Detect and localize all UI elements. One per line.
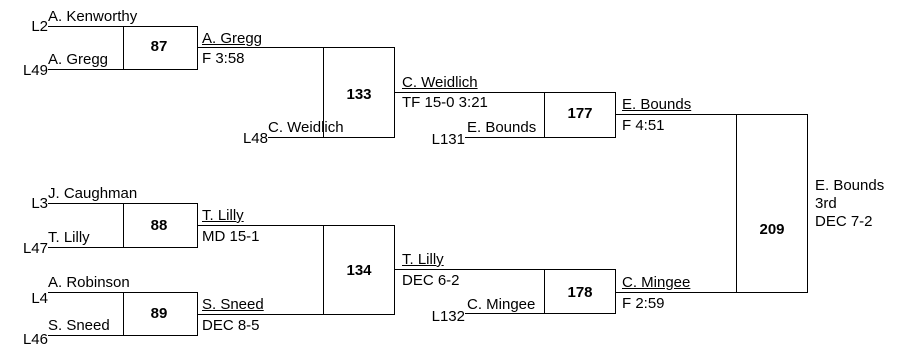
wrestler-name: J. Caughman xyxy=(48,185,138,202)
bout-number: 177 xyxy=(567,105,593,122)
seed-label: L46 xyxy=(22,331,48,348)
bout-result: DEC 6-2 xyxy=(402,272,460,289)
bout-result: DEC 8-5 xyxy=(202,317,260,334)
wrestler-name: T. Lilly xyxy=(48,229,90,246)
bout-number: 178 xyxy=(567,284,593,301)
winner-name: S. Sneed xyxy=(202,296,264,313)
bracket-line xyxy=(197,47,324,48)
seed-label: L3 xyxy=(31,195,48,212)
bout-number: 134 xyxy=(346,262,372,279)
bout-number: 87 xyxy=(150,38,168,55)
seed-label: L132 xyxy=(431,308,465,325)
bracket-line xyxy=(465,313,545,314)
seed-label: L49 xyxy=(22,62,48,79)
wrestler-name: A. Kenworthy xyxy=(48,8,138,25)
bracket-line xyxy=(197,314,324,315)
bracket-line xyxy=(48,335,124,336)
bracket-line xyxy=(615,292,737,293)
seed-label: L131 xyxy=(431,131,465,148)
seed-label: L48 xyxy=(242,130,268,147)
bracket-line xyxy=(394,92,545,93)
wrestler-name: S. Sneed xyxy=(48,317,110,334)
bout-result: F 2:59 xyxy=(622,295,665,312)
bout-result: TF 15-0 3:21 xyxy=(402,94,488,111)
bracket-line xyxy=(48,292,124,293)
wrestler-name: A. Gregg xyxy=(48,51,109,68)
winner-name: E. Bounds xyxy=(622,96,692,113)
wrestler-name: C. Weidlich xyxy=(268,119,344,136)
bracket-line xyxy=(48,203,124,204)
bout-result: MD 15-1 xyxy=(202,228,260,245)
winner-name: T. Lilly xyxy=(202,207,244,224)
seed-label: L47 xyxy=(22,240,48,257)
bracket-line xyxy=(615,114,737,115)
winner-name: T. Lilly xyxy=(402,251,444,268)
wrestler-name: E. Bounds xyxy=(467,119,537,136)
bout-number: 209 xyxy=(759,221,785,238)
bracket-line xyxy=(48,247,124,248)
bout-number: 89 xyxy=(150,305,168,322)
bout-result: F 3:58 xyxy=(202,50,245,67)
bout-number: 133 xyxy=(346,86,372,103)
winner-name: E. Bounds xyxy=(815,177,885,194)
winner-name: C. Mingee xyxy=(622,274,691,291)
bracket-line xyxy=(394,269,545,270)
bracket-line xyxy=(48,26,124,27)
wrestler-name: A. Robinson xyxy=(48,274,130,291)
winner-name: A. Gregg xyxy=(202,30,263,47)
bracket-line xyxy=(465,137,545,138)
wrestler-name: C. Mingee xyxy=(467,296,536,313)
bout-result: F 4:51 xyxy=(622,117,665,134)
bracket-line xyxy=(197,225,324,226)
seed-label: L2 xyxy=(31,18,48,35)
seed-label: L4 xyxy=(31,290,48,307)
winner-name: C. Weidlich xyxy=(402,74,478,91)
bracket-line xyxy=(268,137,324,138)
bout-number: 88 xyxy=(150,217,168,234)
bracket-line xyxy=(48,69,124,70)
placement-label: 3rd xyxy=(815,195,837,212)
bout-result: DEC 7-2 xyxy=(815,213,873,230)
bout-box-209 xyxy=(736,114,808,293)
